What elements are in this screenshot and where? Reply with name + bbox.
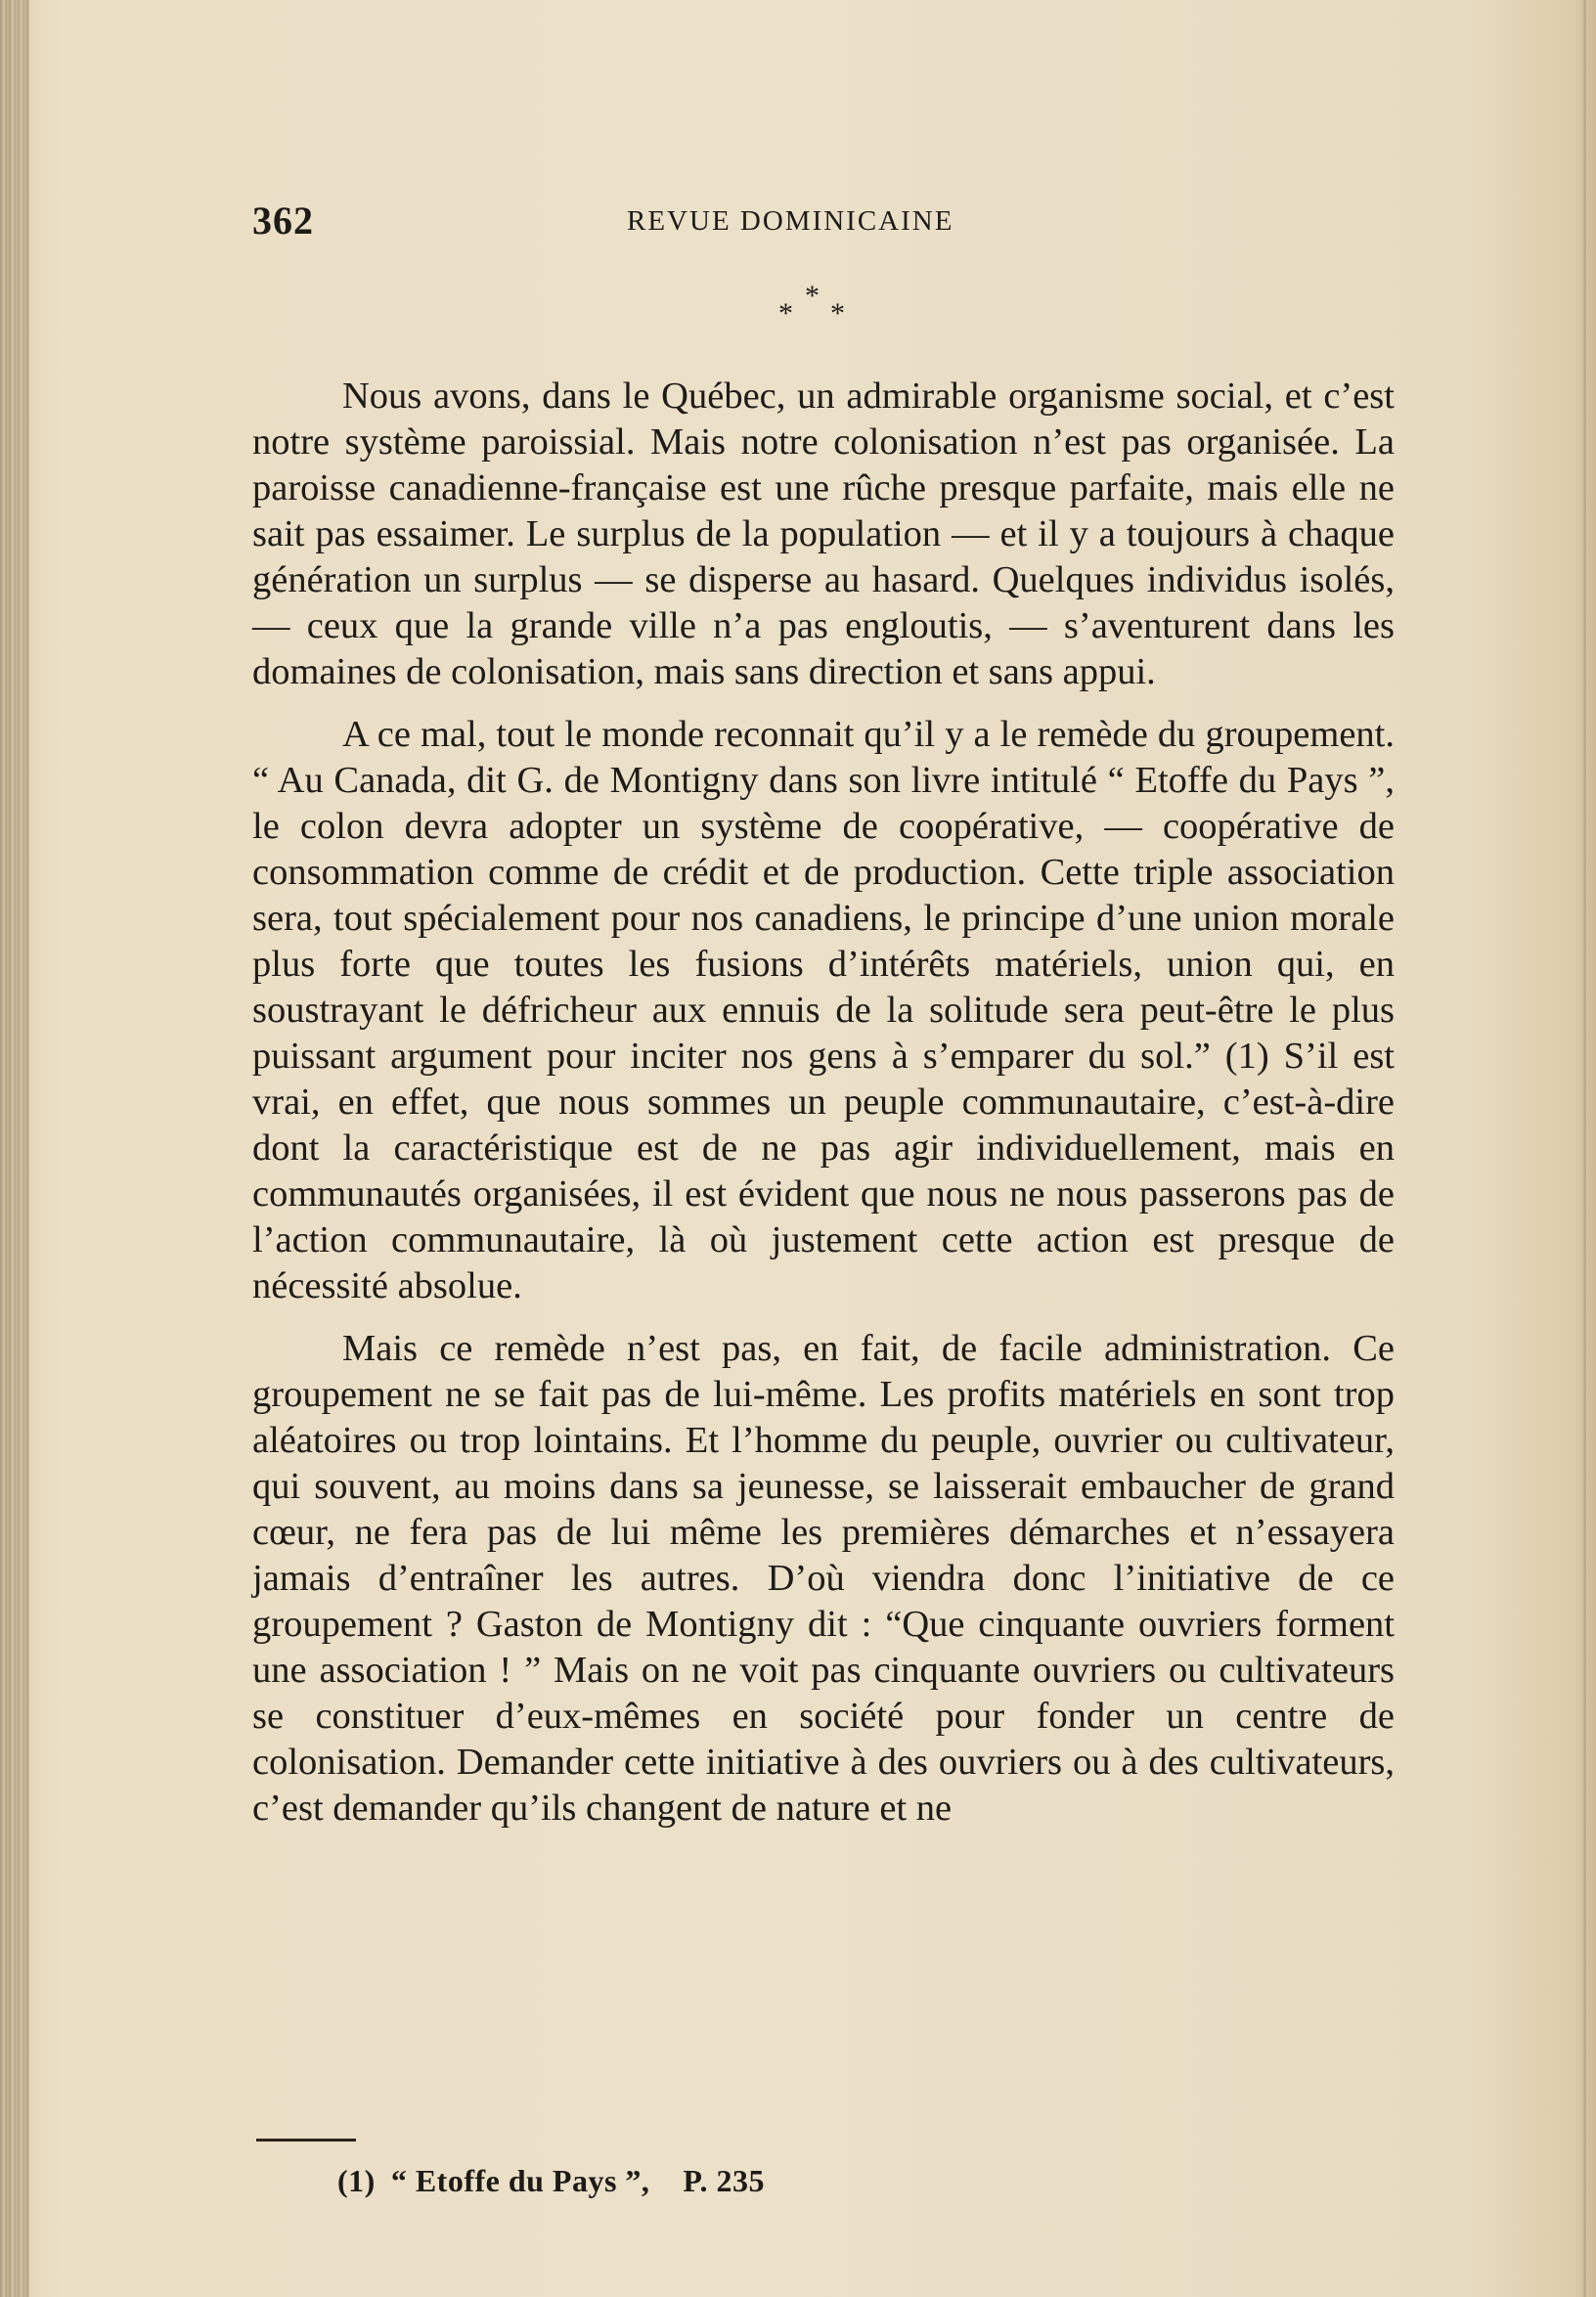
page-number: 362 — [252, 199, 314, 243]
asterisk-top: * — [805, 280, 820, 312]
footnote-title: “ Etoffe du Pays ”, — [390, 2163, 650, 2198]
page-edge — [1583, 0, 1586, 2297]
main-text — [252, 374, 1395, 1848]
footnote-divider — [256, 2139, 356, 2142]
running-title: REVUE DOMINICAINE — [627, 205, 954, 237]
asterisk-left: * — [778, 297, 793, 330]
section-break-asterisks — [763, 282, 861, 340]
paragraph-2: A ce mal, tout le monde reconnait qu’il y a le remède du groupement. “ Au Canada, dit G. de Montigny dans son livre intitulé “ Etoffe du Pays ”, le colon devra adopter un système de coopérative, — coopérative de consommation comme de crédit et de production. Cette triple association sera, tout spécialement pour nos canadiens, le principe d’une union morale plus forte que toutes les fusions d’intérêts matériels, union qui, en soustrayant le défricheur aux ennuis de la solitude sera peut-être le plus puissant argument pour inciter nos gens à s’emparer du sol.” (1) S’il est vrai, en effet, que nous sommes un peuple communautaire, c’est-à-dire dont la caractéristique est de ne pas agir individuellement, mais en communautés organisées, il est évident que nous ne nous passerons pas de l’action communautaire, là où justement cette action est presque de nécessité absolue. — [252, 714, 1395, 1306]
footnote-marker: (1) — [337, 2163, 376, 2198]
asterisk-right: * — [830, 297, 845, 330]
paragraph-1: Nous avons, dans le Québec, un admirable organisme social, et c’est notre système paroissial. Mais notre colonisation n’est pas organisée. La paroisse canadienne-française est une rûche presque parfaite, mais elle ne sait pas essaimer. Le surplus de la population — et il y a toujours à chaque génération un surplus — se disperse au hasard. Quelques individus isolés, — ceux que la grande ville n’a pas engloutis, — s’aventurent dans les domaines de colonisation, mais sans direction et sans appui. — [252, 375, 1395, 692]
footnote — [337, 2163, 765, 2199]
footnote-page: P. 235 — [683, 2163, 766, 2198]
paragraph-3: Mais ce remède n’est pas, en fait, de facile administration. Ce groupement ne se fait pas de lui-même. Les profits matériels en sont trop aléatoires ou trop lointains. Et l’homme du peuple, ouvrier ou cultivateur, qui souvent, au moins dans sa jeunesse, se laisserait embaucher de grand cœur, ne fera pas de lui même les premières démarches et n’essayera jamais d’entraîner les autres. D’où viendra donc l’initiative de ce groupement ? Gaston de Montigny dit : “Que cinquante ouvriers forment une association ! ” Mais on ne voit pas cinquante ouvriers ou cultivateurs se constituer d’eux-mêmes en société pour fonder un centre de colonisation. Demander cette initiative à des ouvriers ou à des cultivateurs, c’est demander qu’ils changent de nature et ne — [252, 1328, 1395, 1829]
page-header — [252, 198, 1396, 246]
binding-gutter — [0, 0, 29, 2297]
